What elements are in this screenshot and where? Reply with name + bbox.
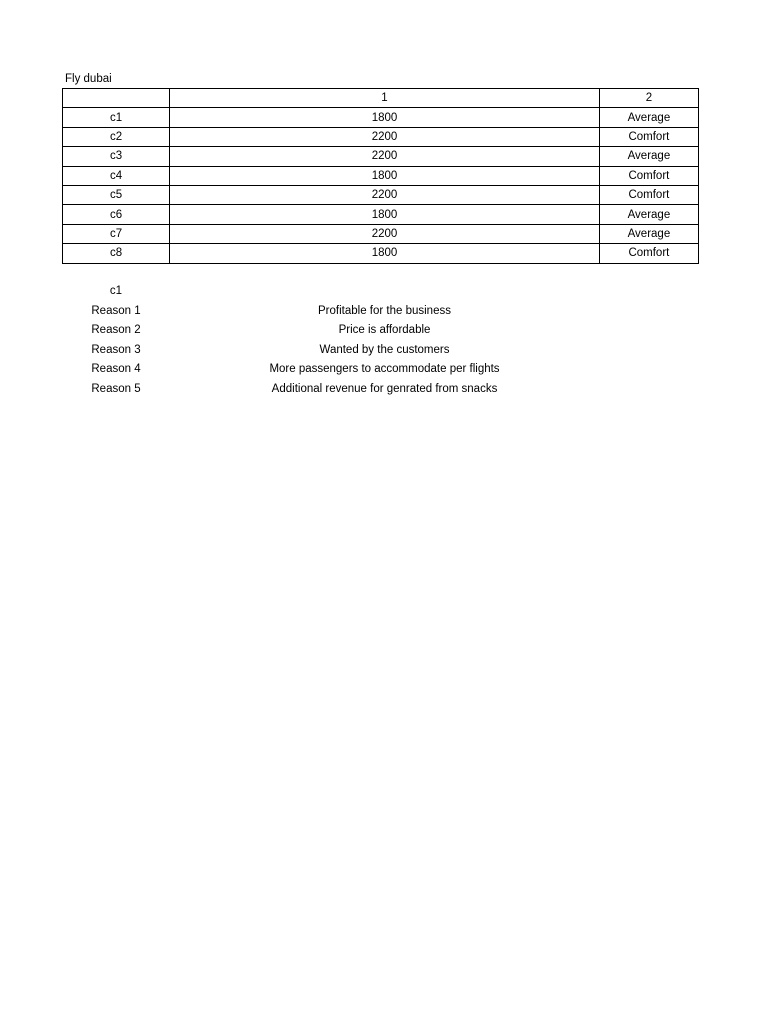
class-cell: Average xyxy=(599,147,698,166)
class-cell: Comfort xyxy=(599,127,698,146)
reason-text: More passengers to accommodate per flights xyxy=(269,363,500,376)
price-cell: 1800 xyxy=(170,108,600,127)
reasons-list xyxy=(62,282,699,399)
reason-text: Profitable for the business xyxy=(318,304,451,317)
reasons-heading-row xyxy=(62,282,699,302)
reason-text: Wanted by the customers xyxy=(319,343,450,356)
reason-label: Reason 5 xyxy=(91,382,141,395)
price-cell: 2200 xyxy=(170,127,600,146)
price-cell: 1800 xyxy=(170,166,600,185)
price-cell: 1800 xyxy=(170,244,600,263)
class-cell: Comfort xyxy=(599,244,698,263)
sheet-title: Fly dubai xyxy=(65,73,112,85)
class-cell: Comfort xyxy=(599,185,698,204)
table-row xyxy=(63,147,699,166)
reason-label: Reason 3 xyxy=(91,343,141,356)
list-item xyxy=(62,302,699,322)
price-cell: 2200 xyxy=(170,224,600,243)
list-item xyxy=(62,380,699,400)
reason-label: Reason 1 xyxy=(91,304,141,317)
reason-label: Reason 2 xyxy=(91,324,141,337)
class-cell: Average xyxy=(599,108,698,127)
table-row xyxy=(63,244,699,263)
price-cell: 2200 xyxy=(170,147,600,166)
fare-table xyxy=(62,88,699,264)
table-row xyxy=(63,108,699,127)
reason-text: Additional revenue for genrated from snacks xyxy=(271,382,498,395)
row-label: c2 xyxy=(63,127,170,146)
price-cell: 1800 xyxy=(170,205,600,224)
list-item xyxy=(62,360,699,380)
row-label: c8 xyxy=(63,244,170,263)
class-cell: Average xyxy=(599,224,698,243)
row-label: c7 xyxy=(63,224,170,243)
table-row xyxy=(63,166,699,185)
header-cell-blank xyxy=(63,89,170,108)
reason-label: Reason 4 xyxy=(91,363,141,376)
class-cell: Average xyxy=(599,205,698,224)
row-label: c4 xyxy=(63,166,170,185)
header-cell-2: 2 xyxy=(599,89,698,108)
table-row xyxy=(63,224,699,243)
table-header-row xyxy=(63,89,699,108)
table-row xyxy=(63,205,699,224)
reason-text: Price is affordable xyxy=(338,324,431,337)
row-label: c3 xyxy=(63,147,170,166)
reasons-heading: c1 xyxy=(109,285,123,298)
list-item xyxy=(62,321,699,341)
list-item xyxy=(62,341,699,361)
table-row xyxy=(63,185,699,204)
row-label: c1 xyxy=(63,108,170,127)
price-cell: 2200 xyxy=(170,185,600,204)
class-cell: Comfort xyxy=(599,166,698,185)
row-label: c5 xyxy=(63,185,170,204)
table-row xyxy=(63,127,699,146)
header-cell-1: 1 xyxy=(170,89,600,108)
row-label: c6 xyxy=(63,205,170,224)
